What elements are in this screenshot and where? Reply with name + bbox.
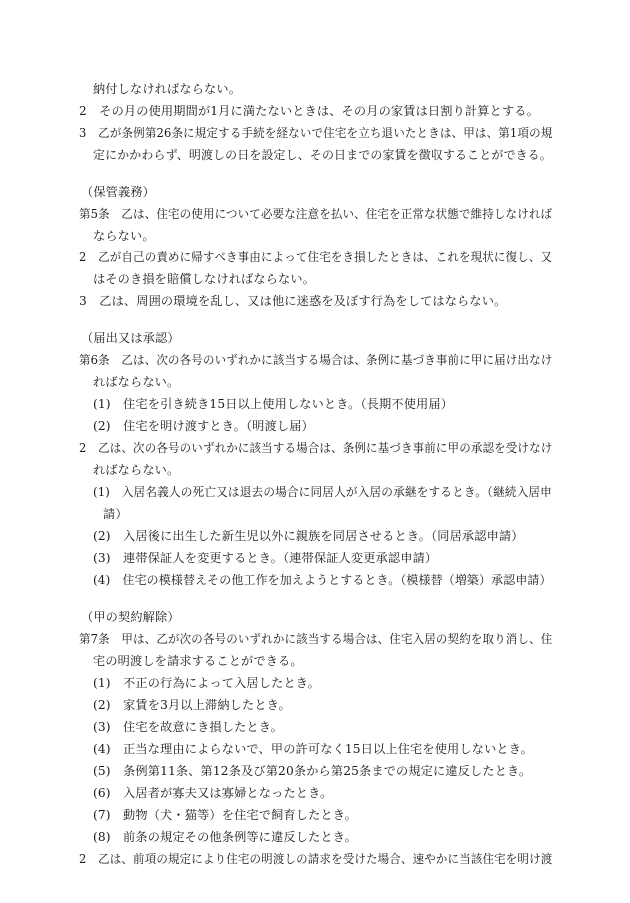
article-heading-line: 第7条 甲は、乙が次の各号のいずれかに該当する場合は、住宅入居の契約を取り消し、住 xyxy=(79,632,553,646)
section-heading: （甲の契約解除） xyxy=(81,610,180,624)
list-item-continuation: 請） xyxy=(103,507,128,521)
list-item: (8) 前条の規定その他条例等に違反したとき。 xyxy=(93,830,357,844)
text-line: ならない。 xyxy=(93,229,155,243)
list-item: (3) 住宅を故意にき損したとき。 xyxy=(93,720,283,734)
list-item: (4) 住宅の模様替えその他工作を加えようとするとき。（模様替（増築）承認申請） xyxy=(93,573,552,587)
text-line: 納付しなければならない。 xyxy=(93,82,242,96)
text-line: 3 乙は、周囲の環境を乱し、又は他に迷惑を及ぼす行為をしてはならない。 xyxy=(79,294,507,308)
list-item: (5) 条例第11条、第12条及び第20条から第25条までの規定に違反したとき。 xyxy=(93,764,532,778)
list-item: (6) 入居者が寡夫又は寡婦となったとき。 xyxy=(93,786,333,800)
text-line: はそのき損を賠償しなければならない。 xyxy=(93,272,316,286)
list-item: (1) 不正の行為によって入居したとき。 xyxy=(93,676,320,690)
text-line: 2 その月の使用期間が1月に満たないときは、その月の家賃は日割り計算とする。 xyxy=(79,104,539,118)
list-item: (2) 家賃を3月以上滞納したとき。 xyxy=(93,698,291,712)
text-line: 宅の明渡しを請求することができる。 xyxy=(93,654,303,668)
section-heading: （届出又は承認） xyxy=(81,331,180,345)
list-item: (2) 住宅を明け渡すとき。（明渡し届） xyxy=(93,419,314,433)
text-line: ればならない。 xyxy=(93,463,180,477)
list-item: (4) 正当な理由によらないで、甲の許可なく15日以上住宅を使用しないとき。 xyxy=(93,742,533,756)
text-line: 3 乙が条例第26条に規定する手続を経ないで住宅を立ち退いたときは、甲は、第1項の規 xyxy=(79,126,553,140)
list-item: (2) 入居後に出生した新生児以外に親族を同居させるとき。（同居承認申請） xyxy=(93,529,524,543)
list-item: (1) 住宅を引き続き15日以上使用しないとき。（長期不使用届） xyxy=(93,397,454,411)
text-line: ればならない。 xyxy=(93,375,180,389)
article-heading-line: 第5条 乙は、住宅の使用について必要な注意を払い、住宅を正常な状態で維持しなければ xyxy=(79,207,553,221)
section-heading: （保管義務） xyxy=(81,185,156,199)
text-line: 定にかかわらず、明渡しの日を設定し、その日までの家賃を徴収することができる。 xyxy=(93,148,552,162)
text-line: 2 乙が自己の責めに帰すべき事由によって住宅をき損したときは、これを現状に復し、又 xyxy=(79,250,553,264)
list-item: (7) 動物（犬・猫等）を住宅で飼育したとき。 xyxy=(93,808,357,822)
list-item: (1) 入居名義人の死亡又は退去の場合に同居人が入居の承継をするとき。（継続入居申 xyxy=(93,485,552,499)
text-line: 2 乙は、次の各号のいずれかに該当する場合は、条例に基づき事前に甲の承認を受けなけ xyxy=(79,441,553,455)
list-item: (3) 連帯保証人を変更するとき。（連帯保証人変更承認申請） xyxy=(93,551,438,565)
article-heading-line: 第6条 乙は、次の各号のいずれかに該当する場合は、条例に基づき事前に甲に届け出なけ xyxy=(79,353,553,367)
text-line: 2 乙は、前項の規定により住宅の明渡しの請求を受けた場合、速やかに当該住宅を明け渡 xyxy=(79,852,553,866)
